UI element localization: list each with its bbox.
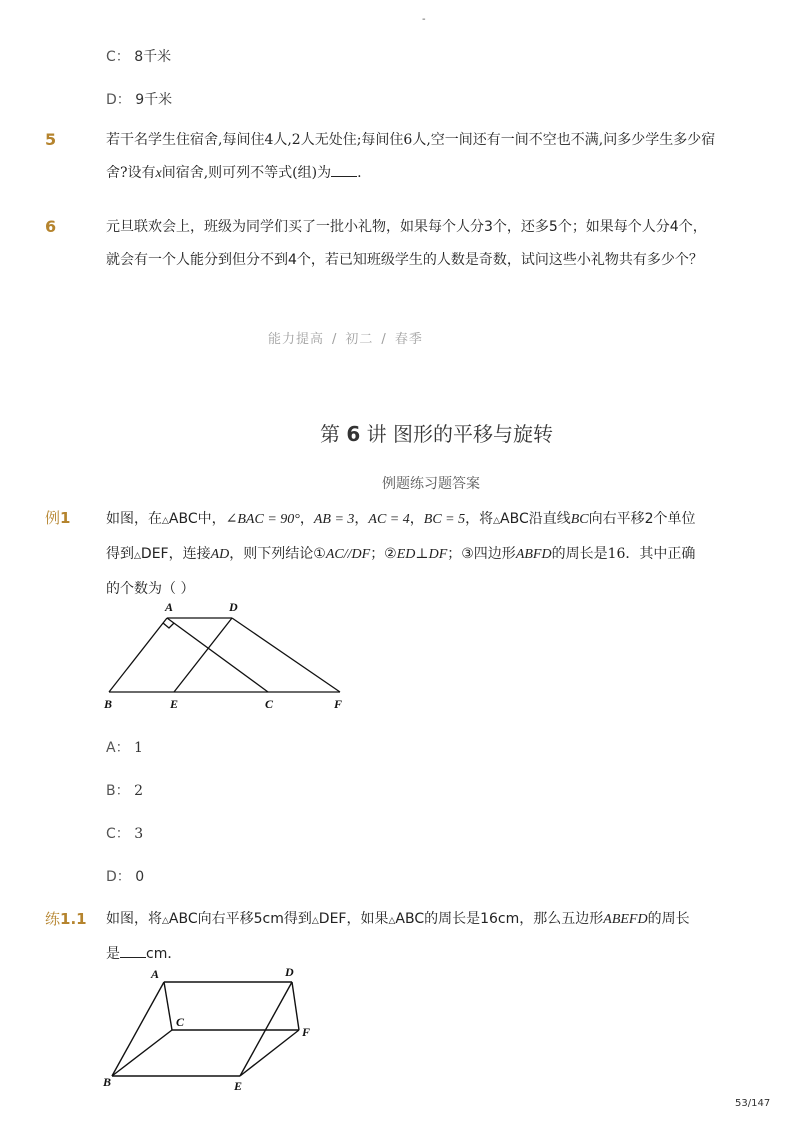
option-value: 2: [134, 783, 143, 799]
question-number-5: 5: [45, 130, 57, 149]
text: DEF，如果: [318, 911, 389, 927]
math-bc: BC: [570, 512, 589, 527]
q6-line1: 元旦联欢会上，班级为同学们买了一批小礼物，如果每个人分3个，还多5个；如果每个人分4个，: [106, 219, 707, 235]
label-f: F: [302, 1025, 311, 1039]
practice-label-prefix: 练: [45, 910, 61, 928]
math-ac: AC = 4: [368, 512, 410, 527]
breadcrumb-separator: /: [381, 332, 387, 347]
pr11-line1: [106, 903, 736, 938]
text: 如图，在: [106, 511, 162, 527]
text: ；③四边形: [447, 546, 516, 562]
text: 是: [106, 946, 120, 962]
triangle-symbol: △: [493, 516, 501, 526]
answer-blank[interactable]: [331, 162, 357, 177]
math-pentagon: ABEFD: [603, 912, 648, 927]
text: 如图，将: [106, 911, 162, 927]
breadcrumb-separator: /: [332, 332, 338, 347]
text: ，: [299, 511, 314, 527]
option-label: D：: [106, 92, 131, 108]
label-e: E: [170, 697, 179, 711]
label-e: E: [234, 1079, 243, 1093]
line-ba: [109, 618, 167, 692]
option-value: 3: [134, 826, 144, 842]
triangle-symbol: △: [162, 916, 169, 926]
text: ；②: [370, 546, 397, 562]
label-b: B: [104, 697, 113, 711]
line-ac: [164, 982, 172, 1030]
answer-blank[interactable]: [120, 943, 146, 958]
breadcrumb-season: 春季: [394, 332, 423, 347]
option-label: B：: [106, 783, 130, 799]
line-ab: [112, 982, 164, 1076]
line-df: [232, 618, 340, 692]
math-conclusion-2: ED⊥DF: [396, 547, 448, 562]
q5-text-end: .: [357, 165, 362, 181]
text: 的周长是: [551, 546, 608, 562]
line-ef: [240, 1030, 299, 1076]
q6-line2: 就会有一个人能分到但分不到4个，若已知班级学生的人数是奇数，试问这些小礼物共有多少个？: [106, 252, 703, 268]
text: ，则下列结论①: [229, 546, 326, 562]
breadcrumb-level: 能力提高: [268, 332, 325, 347]
page-number: 53/147: [735, 1098, 771, 1109]
figure-translation-triangle: [100, 598, 360, 713]
question-5-text: [106, 124, 718, 190]
q5-var-x: x: [155, 166, 162, 181]
question-6-text: [106, 211, 746, 277]
text: ，: [354, 511, 369, 527]
text: ，: [409, 511, 424, 527]
line-bc: [112, 1030, 172, 1076]
example-label-number: 1: [60, 509, 71, 527]
text: ．其中正确: [625, 546, 696, 562]
text: ABC向右平移5cm得到: [168, 911, 312, 927]
math-ab: AB = 3: [313, 512, 355, 527]
text: ，将: [465, 511, 494, 527]
example-1-text: [106, 503, 736, 606]
option-a: [106, 737, 143, 757]
triangle-symbol: △: [311, 916, 319, 926]
text: 的周长: [647, 911, 690, 927]
label-a: A: [151, 967, 160, 981]
lecture-title: [320, 418, 553, 447]
option-label: A：: [106, 740, 130, 756]
option-c: [106, 823, 143, 843]
ex1-line3: 的个数为（ ）: [106, 581, 195, 597]
lecture-number: 6: [346, 422, 361, 446]
math-ad: AD: [210, 547, 230, 562]
line-ed: [240, 982, 292, 1076]
text: ABC的周长是16cm，那么五边形: [395, 911, 604, 927]
option-value: 1: [134, 740, 143, 756]
option-b: [106, 780, 143, 800]
option-c: [106, 46, 171, 66]
lecture-prefix: 第: [320, 422, 340, 446]
practice-label: [45, 908, 87, 929]
math-quadrilateral: ABFD: [515, 547, 552, 562]
right-angle-mark: [163, 623, 174, 628]
breadcrumb: [268, 328, 423, 347]
math-angle: ∠BAC = 90°: [225, 512, 300, 527]
ex1-line2: [106, 538, 736, 573]
math-perimeter: 16: [607, 546, 626, 562]
label-c: C: [176, 1015, 185, 1029]
text: ABC沿直线: [500, 511, 571, 527]
breadcrumb-grade: 初二: [345, 332, 374, 347]
section-title: 例题练习题答案: [382, 476, 480, 492]
option-value: 8千米: [134, 49, 172, 65]
q5-text-part2: 间宿舍,则可列不等式(组)为: [161, 165, 332, 181]
option-d: [106, 866, 144, 886]
line-df: [292, 982, 299, 1030]
practice-label-number: 1.1: [60, 910, 87, 928]
option-d: [106, 89, 172, 109]
text: 得到: [106, 546, 134, 562]
option-value: 9千米: [135, 92, 173, 108]
text: ABC中，: [168, 511, 226, 527]
top-dash-mark: -: [422, 14, 426, 25]
text: DEF，连接: [140, 546, 211, 562]
text: 向右平移2个单位: [588, 511, 696, 527]
label-f: F: [334, 697, 343, 711]
ex1-line1: [106, 503, 736, 538]
triangle-symbol: △: [388, 916, 396, 926]
triangle-symbol: △: [134, 551, 141, 561]
label-d: D: [285, 965, 294, 979]
example-label: [45, 507, 70, 528]
text: cm．: [146, 946, 182, 962]
label-a: A: [165, 600, 174, 614]
math-conclusion-1: AC//DF: [325, 547, 371, 562]
lecture-name: 讲 图形的平移与旋转: [366, 422, 553, 446]
option-value: 0: [135, 869, 145, 885]
label-b: B: [103, 1075, 112, 1089]
label-d: D: [229, 600, 238, 614]
q5-text-part1: 若干名学生住宿舍,每间住4人,2人无处住;每间住6人,空一间还有一间不空也不满,问多少学生多少宿舍?设有: [106, 132, 716, 181]
figure-translation-prism: [100, 960, 330, 1095]
triangle-symbol: △: [162, 516, 169, 526]
option-label: C：: [106, 826, 130, 842]
question-number-6: 6: [45, 217, 57, 236]
option-label: C：: [106, 49, 130, 65]
option-label: D：: [106, 869, 131, 885]
label-c: C: [265, 697, 274, 711]
math-bc: BC = 5: [423, 512, 466, 527]
example-label-prefix: 例: [45, 509, 61, 527]
